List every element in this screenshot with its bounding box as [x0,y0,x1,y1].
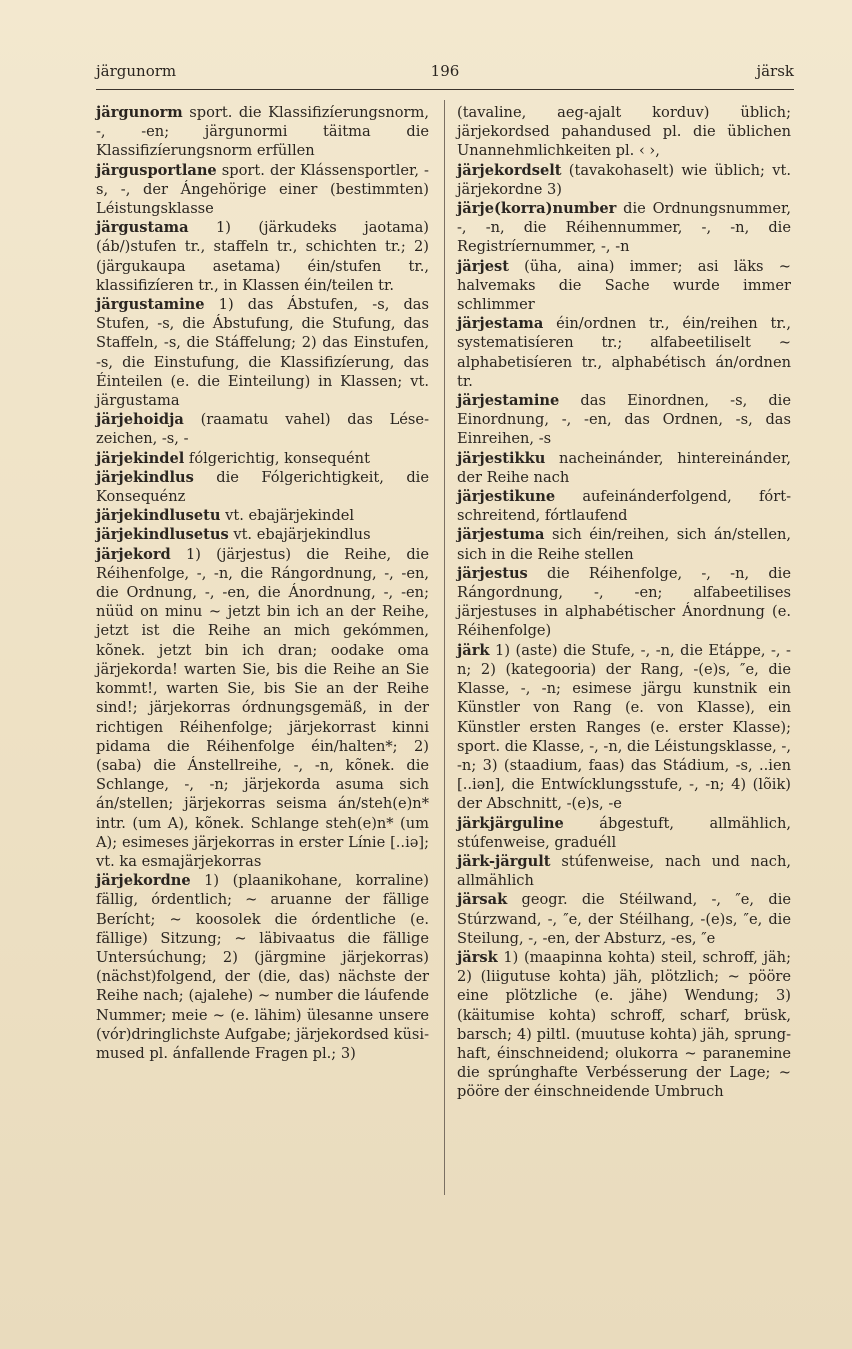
entry-definition: 1) (aste) die Stufe, -, -n, die Etáppe, -, -n; 2) (kategooria) der Rang, -(e)s, ″e, die Klasse, -, -n; esimese järgu kunstnik ein Künstler von Rang (e. von Klasse), ein Künstler ersten Ranges (e. erster Klasse); sport. die Klasse, -, -n, die Léistungsklasse, -, -n; 3) (staadium, faas) das Stádium, -s, ..ien [..iən], die Entwícklungsstufe, -, -n; 4) (lõik) der Abschnitt, -(e)s, -e [457,641,791,813]
entry-definition: 1) (järkudeks jaotama) (áb/)stufen tr., staffeln tr., schichten tr.; 2) (järgukaupa asetama) éin/stufen tr., klassifizíeren tr., in Klassen éin/teilen tr. [96,219,429,294]
dictionary-entry [457,890,791,948]
entry-headword: järk [457,641,490,659]
dictionary-entry [96,410,429,448]
entry-definition: (raamatu vahel) das Lésezeichen, -s, - [96,411,429,448]
right-column [457,103,791,1102]
dictionary-entry [457,814,791,852]
dictionary-entry [457,525,791,563]
entry-definition: aufeinánderfolgend, fórtschreitend, fórtlaufend [457,488,791,525]
entry-headword: järjekindlusetus [96,526,229,544]
dictionary-entry [96,449,429,468]
entry-definition: éin/ordnen tr., éin/reihen tr., systematisíeren tr.; alfabeetiliselt ~ alphabetisíeren tr., alphabétisch án/ordnen tr. [457,315,791,390]
dictionary-entry [457,564,791,641]
entry-definition: das Einordnen, -s, die Einordnung, -, -en, das Ordnen, -s, das Einreihen, -s [457,392,791,448]
entry-definition: 1) (järjestus) die Reihe, die Réihenfolge, -, -n, die Rángordnung, -, -en, die Ordnung, -, -en, die Ánordnung, -, -en; nüüd on minu ~ jetzt bin ich an der Reihe, jetzt ist die Reihe an mich gekómmen, kõnek. jetzt bin ich dran; oodake oma järjekorda! warten Sie, bis die Reihe an Sie kommt!, warten Sie, bis Sie an der Reihe sind!; järjekorras órdnungsgemäß, in der richtigen Réihenfolge; järjekorrast kinni pidama die Réihenfolge éin/halten*; 2) (saba) die Ánstellreihe, -, -n, kõnek. die Schlange, -, -n; järjekorda asuma sich án/stellen; järjekorras seisma án/steh(e)n* intr. (um A), kõnek. Schlange steh(e)n* (um A); esimeses järjekorras in erster Línie [..iə]; vt. ka esmajärjekorras [96,545,429,870]
left-column [96,103,429,1063]
entry-definition: (tavakohaselt) wie üblich; vt. järjekordne 3) [457,161,791,198]
entry-headword: järsk [457,948,498,966]
entry-headword: järjestuma [457,526,545,544]
dictionary-entry [96,295,429,410]
entry-definition: sport. der Klássensportler, -s, -, der Ángehörige einer (bestimmten) Léistungsklasse [96,161,429,218]
entry-headword: järjekindlus [96,468,194,486]
entry-headword: järkjärguline [457,814,564,832]
header-rule [96,89,794,90]
entry-definition: vt. ebajärjekindel [220,507,355,525]
dictionary-entry [96,871,429,1063]
entry-definition: die Réihenfolge, -, -n, die Rángordnung, -, -en; alfabeetilises järjestuses in alphabétischer Ánordnung (e. Réihenfolge) [457,564,791,640]
entry-headword: järje(korra)number [457,200,617,218]
dictionary-entry [457,449,791,487]
entry-headword: järk-järgult [457,852,551,870]
dictionary-entry [457,641,791,814]
entry-definition: sport. die Klassifizíerungsnorm, -, -en; järgunormi täitma die Klassifizíerungsnorm erfüllen [96,104,429,160]
column-divider [444,100,445,1195]
entry-headword: järjestikku [457,449,546,467]
dictionary-entry [457,487,791,525]
entry-definition: geogr. die Stéilwand, -, ″e, die Stúrzwand, -, ″e, der Stéilhang, -(e)s, ″e, die Steilung, -, -en, der Absturz, -es, ″e [457,891,791,947]
dictionary-entry [96,506,429,525]
entry-headword: järjestikune [457,488,556,506]
entry-headword: järgusportlane [96,161,217,179]
entry-definition: die Ordnungsnummer, -, -n, die Réihennummer, -, -n, die Registríernummer, -, -n [457,200,791,256]
entry-definition: 1) das Ábstufen, -s, das Stufen, -s, die Ábstufung, die Stufung, das Staffeln, -s, die Stáffelung; 2) das Einstufen, -s, die Einstufung, die Klassifizíerung, das Éinteilen (e. die Einteilung) in Klassen; vt. järgustama [96,296,429,410]
dictionary-entry [457,199,791,257]
entry-definition: sich éin/reihen, sich án/stellen, sich in die Reihe stellen [457,526,791,563]
dictionary-entry [457,852,791,890]
dictionary-entry [457,314,791,391]
entry-headword: järjestamine [457,392,560,410]
dictionary-entry [96,468,429,506]
right-guide-word: järsk [756,62,794,80]
entry-definition: (tavaline, aeg-ajalt korduv) üblich; järjekordsed pahandused pl. die üblichen Unannehmlichkeiten pl. ‹ ›, [457,104,791,160]
entry-headword: järjest [457,257,509,275]
entry-headword: järgustama [96,219,189,237]
entry-headword: järsak [457,891,508,909]
entry-definition: ábgestuft, allmählich, stúfenweise, graduéll [457,814,791,851]
dictionary-entry [457,391,791,449]
entry-headword: järjekindlusetu [96,507,221,525]
dictionary-entry [96,161,429,219]
dictionary-entry [457,948,791,1102]
entry-headword: järgustamine [96,296,205,314]
entry-headword: järjehoidja [96,411,184,429]
entry-headword: järjekordne [96,872,191,890]
entry-definition: vt. ebajärjekindlus [228,526,371,544]
page-header [96,62,794,84]
entry-headword: järjekordselt [457,161,562,179]
entry-definition: fólgerichtig, konsequént [184,449,370,467]
page-number: 196 [430,62,460,80]
entry-definition: nacheinánder, hintereinánder, der Reihe nach [457,449,791,486]
entry-headword: järgunorm [96,104,183,121]
entry-definition: 1) (plaanikohane, korraline) fällig, órdentlich; ~ aruanne der fällige Berícht; ~ koosolek die órdentliche (e. fällige) Sitzung; ~ läbivaatus die fällige Untersúchung; 2) (järgmine järjekorras) (nächst)folgend, der (die, das) nächste der Reihe nach; (ajalehe) ~ number die láufende Nummer; meie ~ (e. lähim) ülesanne unsere (vór)dringlichste Aufgabe; järjekordsed küsimused pl. ánfallende Fragen pl.; 3) [96,872,429,1062]
dictionary-entry [96,218,429,295]
entry-headword: järjekord [96,545,171,563]
entry-definition: stúfenweise, nach und nach, allmählich [457,852,791,890]
entry-headword: järjekindel [96,449,185,467]
left-guide-word: järgunorm [96,62,177,80]
dictionary-entry [96,103,429,161]
dictionary-entry [457,257,791,315]
entry-definition: die Fólgerichtigkeit, die Konsequénz [96,468,429,506]
entry-headword: järjestus [457,564,528,582]
dictionary-entry [96,545,429,871]
dictionary-entry [457,161,791,199]
dictionary-entry [96,525,429,544]
entry-headword: järjestama [457,315,544,333]
dictionary-entry [457,103,791,161]
entry-definition: 1) (maapinna kohta) steil, schroff, jäh; 2) (liigutuse kohta) jäh, plötzlich; ~ pööre eine plötzliche (e. jähe) Wendung; 3) (käitumise kohta) schroff, scharf, brüsk, barsch; 4) piltl. (muutuse kohta) jäh, sprunghaft, éinschneidend; olukorra ~ paranemine die sprúnghafte Verbésserung der Lage; ~ pööre der éinschneidende Umbruch [457,948,791,1101]
entry-definition: (üha, aina) immer; asi läks ~ halvemaks die Sache wurde immer schlimmer [457,257,791,314]
